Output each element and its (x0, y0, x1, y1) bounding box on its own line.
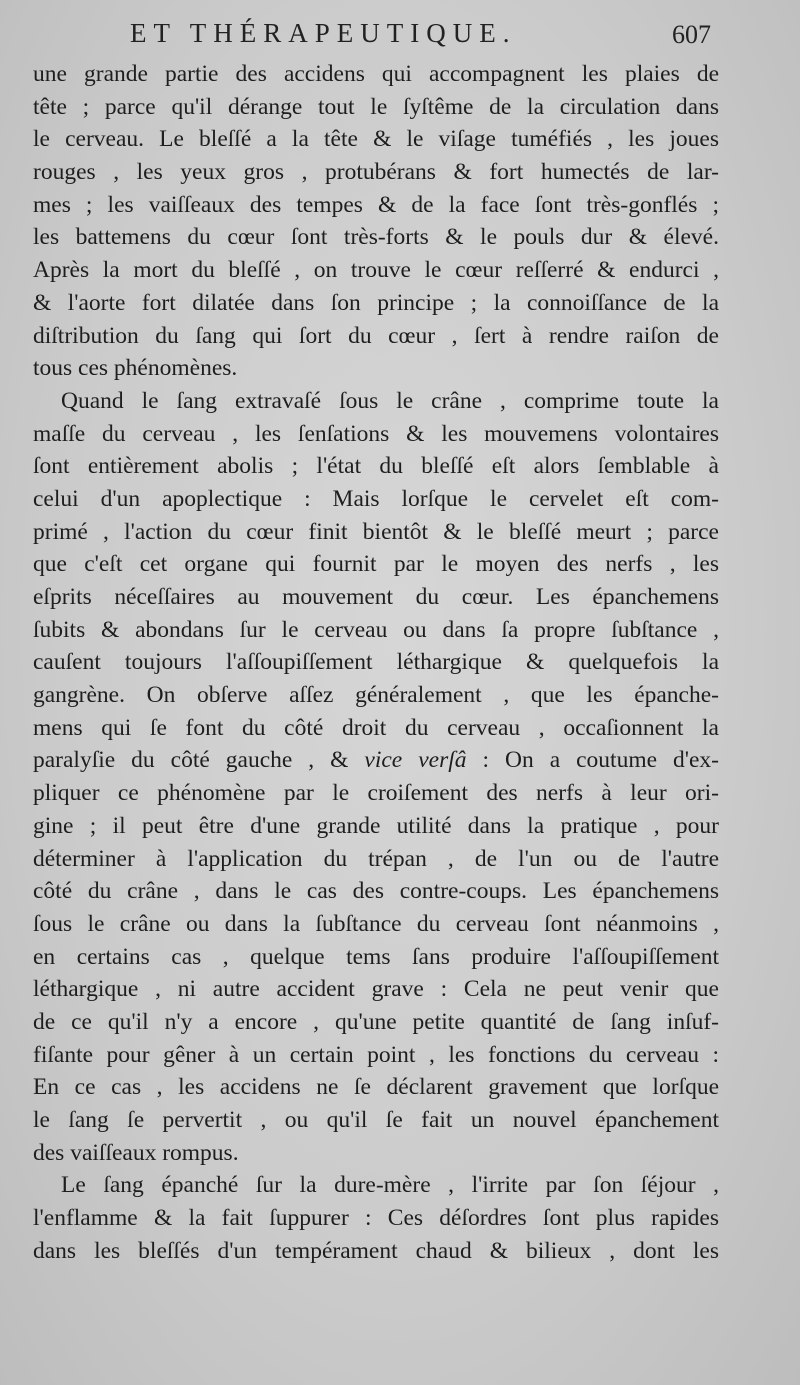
text-line: ſous le crâne ou dans la ſubſtance du cerveau ſont néanmoins , (33, 910, 719, 937)
text-line: primé , l'action du cœur finit bientôt & le bleſſé meurt ; parce (33, 518, 719, 545)
text-line: gine ; il peut être d'une grande utilité dans la pratique , pour (33, 812, 719, 839)
text-line: celui d'un apoplectique : Mais lorſque le cervelet eſt com- (33, 485, 719, 512)
text-line: que c'eſt cet organe qui fournit par le moyen des nerfs , les (33, 551, 719, 578)
text-line: dans les bleſſés d'un tempérament chaud & bilieux , dont les (33, 1237, 719, 1264)
text-line: le cerveau. Le bleſſé a la tête & le viſage tuméfiés , les joues (33, 126, 719, 153)
page-number: 607 (672, 20, 711, 49)
text-line: diſtribution du ſang qui ſort du cœur , ſert à rendre raiſon de (33, 322, 719, 349)
text-line: En ce cas , les accidens ne ſe déclarent gravement que lorſque (33, 1074, 719, 1101)
text-line: paralyſie du côté gauche , & vice verſâ : On a coutume d'ex- (33, 747, 720, 774)
text-line: déterminer à l'application du trépan , de l'un ou de l'autre (33, 845, 719, 872)
italic-phrase: vice verſâ (364, 747, 467, 774)
text-line: tête ; parce qu'il dérange tout le ſyſtême de la circulation dans (33, 93, 719, 120)
text-line: l'enflamme & la fait ſuppurer : Ces déſordres ſont plus rapides (33, 1205, 719, 1232)
text-line: une grande partie des accidens qui accompagnent les plaies de (33, 61, 719, 87)
page-header (0, 14, 800, 54)
text-line: pliquer ce phénomène par le croiſement des nerfs à leur ori- (33, 780, 719, 807)
text-line: Après la mort du bleſſé , on trouve le cœur reſſerré & endurci , (33, 257, 719, 284)
text-line: les battemens du cœur ſont très-forts & le pouls dur & élevé. (33, 224, 719, 251)
text-line: ſubits & abondans ſur le cerveau ou dans ſa propre ſubſtance , (33, 616, 719, 643)
text-line: & l'aorte fort dilatée dans ſon principe ; la connoiſſance de la (33, 289, 719, 316)
running-head: ET THÉRAPEUTIQUE. (130, 18, 517, 48)
text-line: des vaiſſeaux rompus. (33, 1139, 239, 1166)
text-line: fiſante pour gêner à un certain point , les fonctions du cerveau : (33, 1041, 719, 1068)
text-line: maſſe du cerveau , les ſenſations & les mouvemens volontaires (33, 420, 719, 447)
text-line: mes ; les vaiſſeaux des tempes & de la face ſont très-gonflés ; (33, 191, 719, 218)
text-line: en certains cas , quelque tems ſans produire l'aſſoupiſſement (33, 943, 719, 970)
paragraph-start-line: Quand le ſang extravaſé ſous le crâne , comprime toute la (61, 387, 719, 414)
body-text (33, 58, 719, 1267)
paragraph-start-line: Le ſang épanché ſur la dure-mère , l'irrite par ſon ſéjour , (61, 1172, 719, 1199)
text-line: mens qui ſe font du côté droit du cerveau , occaſionnent la (33, 714, 719, 741)
text-line: eſprits néceſſaires au mouvement du cœur. Les épanchemens (33, 584, 719, 610)
text-line: cauſent toujours l'aſſoupiſſement léthargique & quelquefois la (33, 649, 719, 676)
text-line: gangrène. On obſerve aſſez généralement , que les épanche- (33, 682, 719, 709)
text-line: tous ces phénomènes. (33, 355, 238, 382)
text-line: ſont entièrement abolis ; l'état du bleſſé eſt alors ſemblable à (33, 453, 719, 480)
text-line: de ce qu'il n'y a encore , qu'une petite quantité de ſang inſuf- (33, 1008, 719, 1035)
text-line: le ſang ſe pervertit , ou qu'il ſe fait un nouvel épanchement (33, 1107, 719, 1133)
text-line: côté du crâne , dans le cas des contre-coups. Les épanchemens (33, 878, 719, 905)
text-line: léthargique , ni autre accident grave : Cela ne peut venir que (33, 976, 719, 1003)
text-line: rouges , les yeux gros , protubérans & fort humectés de lar- (33, 159, 719, 186)
